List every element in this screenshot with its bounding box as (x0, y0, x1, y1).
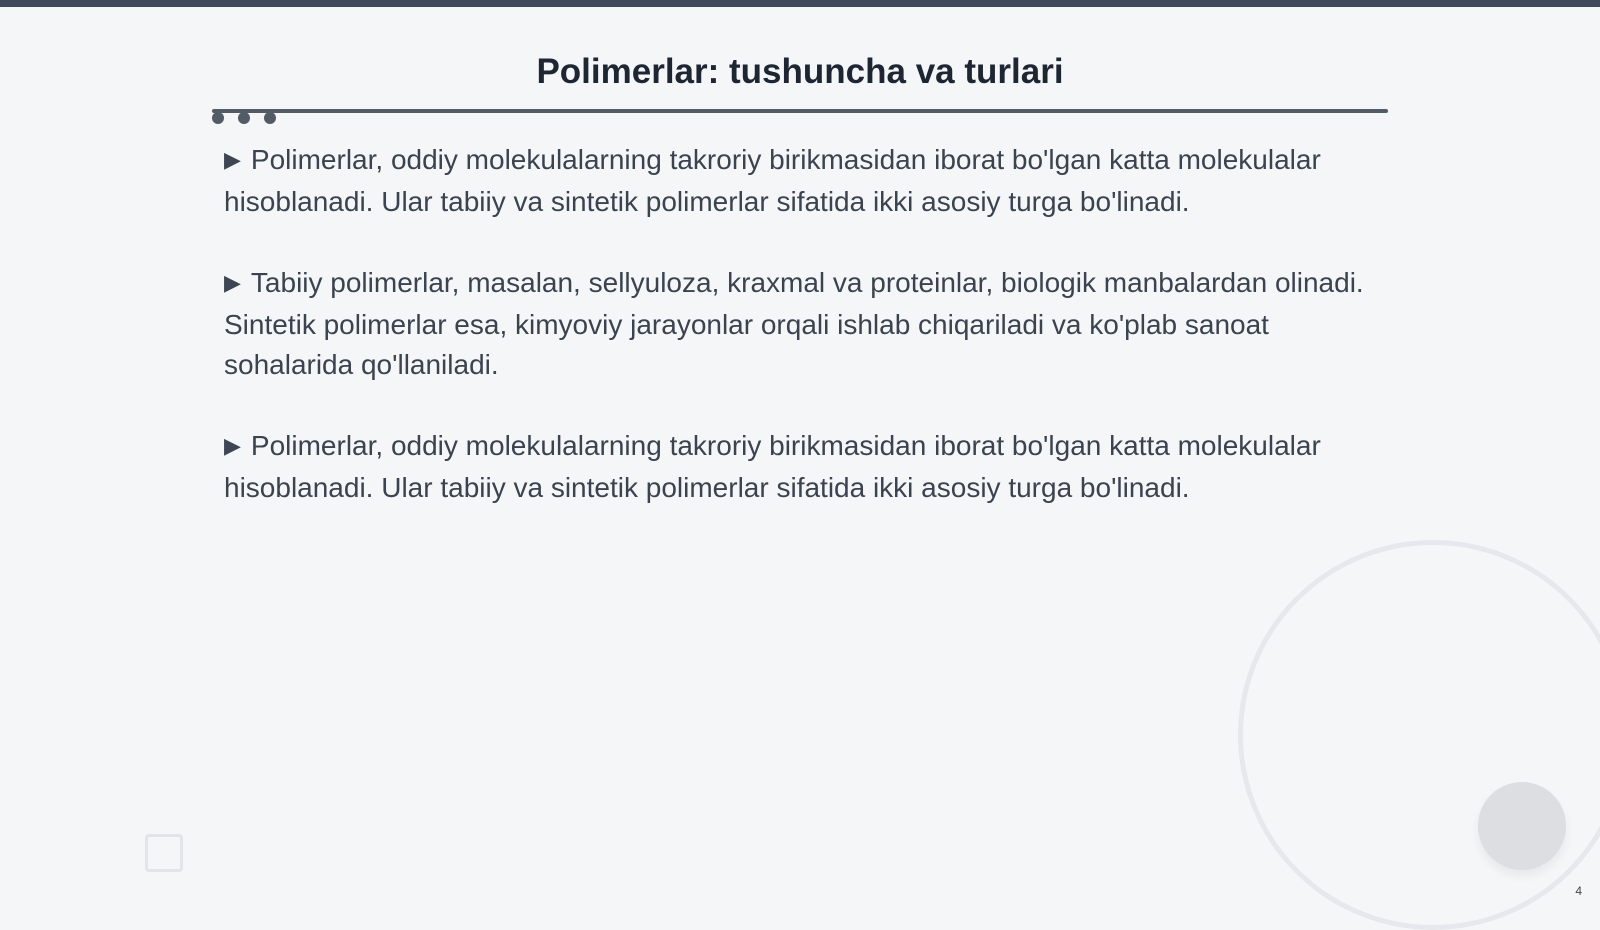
rule-dot-1 (212, 112, 224, 124)
bullet-item (224, 263, 1374, 385)
triangle-bullet-icon: ▶ (224, 147, 241, 172)
bullet-text: Polimerlar, oddiy molekulalarning takroriy birikmasidan iborat bo'lgan katta molekulalar hisoblanadi. Ular tabiiy va sintetik polimerlar sifatida ikki asosiy turga bo'linadi. (224, 144, 1321, 217)
title-underline (212, 109, 1388, 113)
bullet-item (224, 426, 1374, 508)
triangle-bullet-icon: ▶ (224, 433, 241, 458)
triangle-bullet-icon: ▶ (224, 270, 241, 295)
page-number: 4 (1575, 884, 1582, 898)
decorative-ring (1238, 540, 1600, 930)
slide-title: Polimerlar: tushuncha va turlari (536, 52, 1064, 91)
rule-dot-3 (264, 112, 276, 124)
decorative-square (145, 834, 183, 872)
decorative-circle (1478, 782, 1566, 870)
bullet-text: Tabiiy polimerlar, masalan, sellyuloza, kraxmal va proteinlar, biologik manbalardan olinadi. Sintetik polimerlar esa, kimyoviy jarayonlar orqali ishlab chiqariladi va ko'plab sanoat sohalarida qo'llaniladi. (224, 267, 1364, 380)
bullet-text: Polimerlar, oddiy molekulalarning takroriy birikmasidan iborat bo'lgan katta molekulalar hisoblanadi. Ular tabiiy va sintetik polimerlar sifatida ikki asosiy turga bo'linadi. (224, 430, 1321, 503)
bullet-item (224, 140, 1374, 222)
slide-body (224, 140, 1374, 549)
rule-dot-2 (238, 112, 250, 124)
top-accent-bar (0, 0, 1600, 7)
